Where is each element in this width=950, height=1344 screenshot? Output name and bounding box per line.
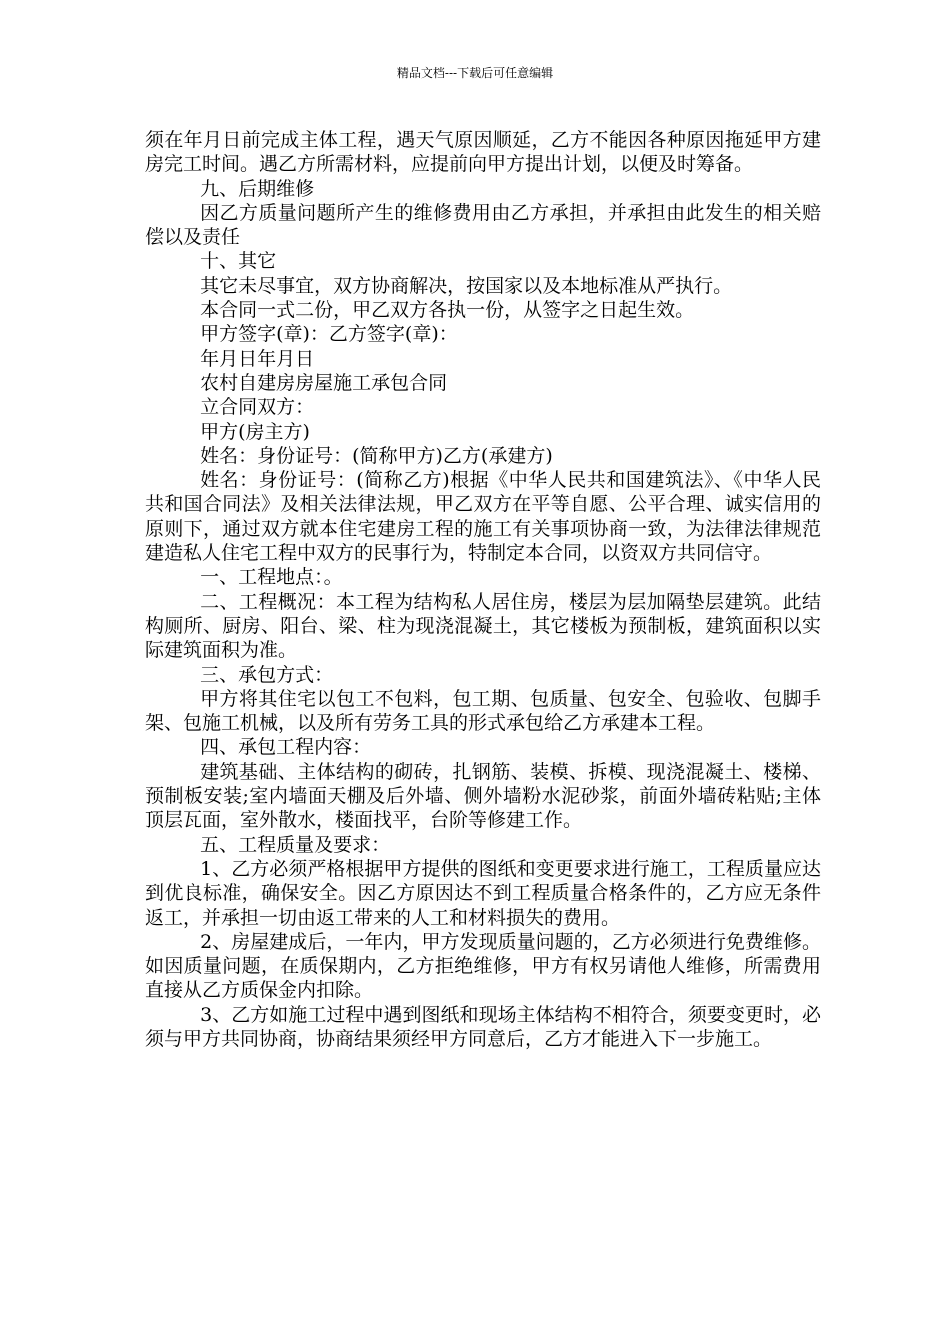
paragraph: 姓名：身份证号：(简称乙方)根据《中华人民共和国建筑法》、《中华人民共和国合同法》及相关法律法规，甲乙双方在平等自愿、公平合理、诚实信用的原则下，通过双方就本住宅建房工程的施工有关事项协商一致，为法律法律规范建造私人住宅工程中双方的民事行为，特制定本合同，以资双方共同信守。 xyxy=(145,469,821,565)
paragraph: 3、乙方如施工过程中遇到图纸和现场主体结构不相符合，须要变更时，必须与甲方共同协商，协商结果须经甲方同意后，乙方才能进入下一步施工。 xyxy=(145,1003,821,1050)
paragraph: 因乙方质量问题所产生的维修费用由乙方承担，并承担由此发生的相关赔偿以及责任 xyxy=(145,201,821,249)
paragraph: 姓名：身份证号：(简称甲方)乙方(承建方) xyxy=(200,444,553,467)
section-heading: 一、工程地点：。 xyxy=(200,566,343,589)
date-line: 年月日年月日 xyxy=(200,347,315,370)
paragraph: 1、乙方必须严格根据甲方提供的图纸和变更要求进行施工，工程质量应达到优良标准，确保安全。因乙方原因达不到工程质量合格条件的，乙方应无条件返工，并承担一切由返工带来的人工和材料损失的费用。 xyxy=(145,857,821,929)
paragraph: 甲方(房主方) xyxy=(200,420,310,443)
paragraph: 本合同一式二份，甲乙双方各执一份，从签字之日起生效。 xyxy=(200,299,695,322)
paragraph: 须在年月日前完成主体工程，遇天气原因顺延，乙方不能因各种原因拖延甲方建房完工时间。遇乙方所需材料，应提前向甲方提出计划，以便及时筹备。 xyxy=(145,129,821,176)
section-heading: 四、承包工程内容： xyxy=(200,736,372,759)
paragraph: 2、房屋建成后，一年内，甲方发现质量问题的，乙方必须进行免费维修。如因质量问题，在质保期内，乙方拒绝维修，甲方有权另请他人维修，所需费用直接从乙方质保金内扣除。 xyxy=(145,930,821,1002)
section-heading: 五、工程质量及要求： xyxy=(200,833,391,856)
document-body xyxy=(145,128,821,1051)
signature-line: 甲方签字(章)：乙方签字(章)： xyxy=(200,323,458,346)
section-heading: 三、承包方式： xyxy=(200,663,334,686)
paragraph: 二、工程概况：本工程为结构私人居住房，楼层为层加隔垫层建筑。此结构厕所、厨房、阳台、梁、柱为现浇混凝土，其它楼板为预制板，建筑面积以实际建筑面积为准。 xyxy=(145,590,821,662)
paragraph: 立合同双方： xyxy=(200,396,315,419)
contract-title: 农村自建房房屋施工承包合同 xyxy=(200,371,448,394)
paragraph: 建筑基础、主体结构的砌砖，扎钢筋、装模、拆模、现浇混凝土、楼梯、预制板安装;室内墙面天棚及后外墙、侧外墙粉水泥砂浆，前面外墙砖粘贴;主体顶层瓦面，室外散水，楼面找平，台阶等修建工作。 xyxy=(145,760,821,832)
paragraph: 其它未尽事宜，双方协商解决，按国家以及本地标准从严执行。 xyxy=(200,274,733,297)
paragraph: 甲方将其住宅以包工不包料，包工期、包质量、包安全、包验收、包脚手架、包施工机械，以及所有劳务工具的形式承包给乙方承建本工程。 xyxy=(145,687,821,735)
section-heading: 十、其它 xyxy=(200,250,277,273)
section-heading: 九、后期维修 xyxy=(200,177,315,200)
page-header: 精品文档---下载后可任意编辑 xyxy=(396,66,554,80)
